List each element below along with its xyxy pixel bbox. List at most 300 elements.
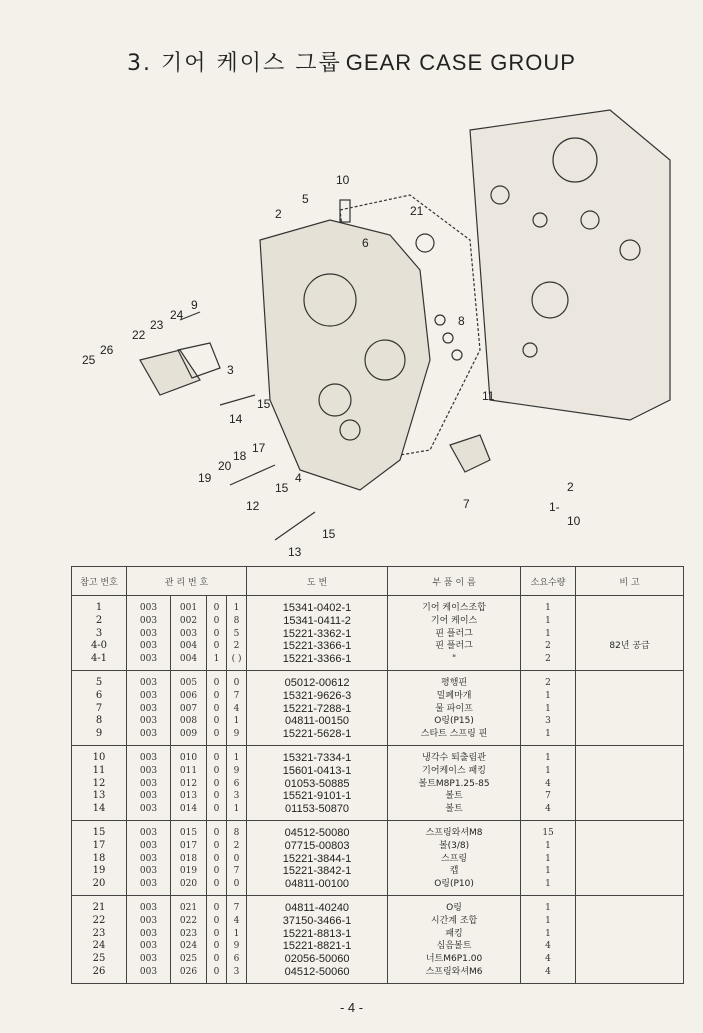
header-remark: 비 고 bbox=[576, 567, 684, 596]
cell-ref: 21 bbox=[72, 895, 127, 914]
cell-name: 볼트 bbox=[388, 790, 521, 803]
header-name: 부 품 이 름 bbox=[388, 567, 521, 596]
cell-b: 008 bbox=[171, 715, 207, 728]
callout-10: 10 bbox=[336, 173, 350, 187]
cell-part: 04512-50060 bbox=[247, 966, 388, 983]
cell-d: 1 bbox=[227, 745, 247, 764]
cell-qty: 1 bbox=[521, 928, 576, 941]
cell-name: 스프링와셔M6 bbox=[388, 966, 521, 983]
cell-b: 011 bbox=[171, 765, 207, 778]
cell-ref: 12 bbox=[72, 778, 127, 791]
cell-a: 003 bbox=[127, 820, 171, 839]
callout-18: 18 bbox=[233, 449, 247, 463]
cell-d: 5 bbox=[227, 628, 247, 641]
cell-qty: 4 bbox=[521, 940, 576, 953]
callout-21: 21 bbox=[410, 204, 424, 218]
cell-remark bbox=[576, 953, 684, 966]
cell-part: 15221-7288-1 bbox=[247, 703, 388, 716]
callout-24: 24 bbox=[170, 308, 184, 322]
callout-2: 2 bbox=[275, 207, 282, 221]
cell-name: 스프링 bbox=[388, 853, 521, 866]
cell-name: 물 파이프 bbox=[388, 703, 521, 716]
cell-qty: 2 bbox=[521, 640, 576, 653]
cell-part: 04811-40240 bbox=[247, 895, 388, 914]
cell-name: 너트M6P1.00 bbox=[388, 953, 521, 966]
cell-c: 0 bbox=[207, 840, 227, 853]
cell-ref: 23 bbox=[72, 928, 127, 941]
table-row bbox=[72, 778, 684, 791]
cell-remark bbox=[576, 928, 684, 941]
cell-d: 9 bbox=[227, 728, 247, 745]
cell-b: 004 bbox=[171, 640, 207, 653]
cell-c: 0 bbox=[207, 953, 227, 966]
cell-part: 15321-9626-3 bbox=[247, 690, 388, 703]
table-row bbox=[72, 765, 684, 778]
cell-d: 7 bbox=[227, 690, 247, 703]
cell-d: 0 bbox=[227, 670, 247, 689]
cell-d: 6 bbox=[227, 953, 247, 966]
cell-b: 002 bbox=[171, 615, 207, 628]
cell-b: 023 bbox=[171, 928, 207, 941]
callout-9: 9 bbox=[191, 298, 198, 312]
cell-d: 7 bbox=[227, 865, 247, 878]
cell-a: 003 bbox=[127, 640, 171, 653]
cell-ref: 9 bbox=[72, 728, 127, 745]
cell-ref: 20 bbox=[72, 878, 127, 895]
cell-a: 003 bbox=[127, 953, 171, 966]
cell-part: 15521-9101-1 bbox=[247, 790, 388, 803]
header-ref: 참고 번호 bbox=[72, 567, 127, 596]
cell-b: 007 bbox=[171, 703, 207, 716]
cell-remark bbox=[576, 940, 684, 953]
cell-a: 003 bbox=[127, 878, 171, 895]
cell-b: 010 bbox=[171, 745, 207, 764]
parts-table bbox=[71, 566, 684, 984]
cell-qty: 4 bbox=[521, 953, 576, 966]
cell-c: 0 bbox=[207, 715, 227, 728]
cell-part: 01053-50885 bbox=[247, 778, 388, 791]
callout-23: 23 bbox=[150, 318, 164, 332]
cell-name: O링 bbox=[388, 895, 521, 914]
cell-ref: 10 bbox=[72, 745, 127, 764]
header-part: 도 번 bbox=[247, 567, 388, 596]
cell-part: 15221-5628-1 bbox=[247, 728, 388, 745]
cell-c: 0 bbox=[207, 895, 227, 914]
table-row bbox=[72, 895, 684, 914]
callout-4: 4 bbox=[295, 471, 302, 485]
parts-table-body bbox=[72, 596, 684, 984]
callout-14: 14 bbox=[229, 412, 243, 426]
cell-part: 15221-3366-1 bbox=[247, 640, 388, 653]
cell-name: 평행핀 bbox=[388, 670, 521, 689]
cell-remark bbox=[576, 778, 684, 791]
cell-qty: 1 bbox=[521, 596, 576, 615]
cell-ref: 4-0 bbox=[72, 640, 127, 653]
cell-c: 0 bbox=[207, 940, 227, 953]
cell-d: ( ) bbox=[227, 653, 247, 670]
cell-b: 004 bbox=[171, 653, 207, 670]
cell-name: 기어 케이스 bbox=[388, 615, 521, 628]
cell-remark bbox=[576, 865, 684, 878]
callout-11: 11 bbox=[482, 389, 495, 403]
cell-ref: 19 bbox=[72, 865, 127, 878]
cell-remark bbox=[576, 790, 684, 803]
cell-qty: 4 bbox=[521, 966, 576, 983]
cell-a: 003 bbox=[127, 703, 171, 716]
cell-remark bbox=[576, 670, 684, 689]
cell-name: 밀폐마개 bbox=[388, 690, 521, 703]
cell-ref: 5 bbox=[72, 670, 127, 689]
hour-meter bbox=[140, 350, 200, 395]
cell-c: 0 bbox=[207, 640, 227, 653]
cell-b: 015 bbox=[171, 820, 207, 839]
cell-part: 37150-3466-1 bbox=[247, 915, 388, 928]
cell-d: 1 bbox=[227, 803, 247, 820]
cell-remark bbox=[576, 895, 684, 914]
cell-c: 0 bbox=[207, 820, 227, 839]
cell-name: 핀 플러그 bbox=[388, 640, 521, 653]
cell-c: 0 bbox=[207, 803, 227, 820]
cell-b: 024 bbox=[171, 940, 207, 953]
table-row bbox=[72, 715, 684, 728]
cell-ref: 14 bbox=[72, 803, 127, 820]
cell-qty: 1 bbox=[521, 690, 576, 703]
cell-part: 15221-3366-1 bbox=[247, 653, 388, 670]
callout-20: 20 bbox=[218, 459, 232, 473]
page-title bbox=[0, 46, 703, 77]
cell-b: 012 bbox=[171, 778, 207, 791]
cell-a: 003 bbox=[127, 765, 171, 778]
cell-remark bbox=[576, 840, 684, 853]
cell-d: 7 bbox=[227, 895, 247, 914]
table-row bbox=[72, 690, 684, 703]
cell-c: 0 bbox=[207, 778, 227, 791]
cell-qty: 1 bbox=[521, 878, 576, 895]
cell-remark bbox=[576, 745, 684, 764]
table-row bbox=[72, 670, 684, 689]
cell-name: " bbox=[388, 653, 521, 670]
page-number: - 4 - bbox=[339, 1000, 364, 1015]
callout-22: 22 bbox=[132, 328, 146, 342]
engine-block bbox=[470, 110, 670, 420]
cell-name: 스타트 스프링 핀 bbox=[388, 728, 521, 745]
cell-ref: 17 bbox=[72, 840, 127, 853]
cell-c: 0 bbox=[207, 915, 227, 928]
table-row bbox=[72, 653, 684, 670]
cell-d: 9 bbox=[227, 940, 247, 953]
cell-c: 0 bbox=[207, 966, 227, 983]
table-row bbox=[72, 940, 684, 953]
callout-3: 3 bbox=[227, 363, 234, 377]
table-row bbox=[72, 615, 684, 628]
cell-a: 003 bbox=[127, 628, 171, 641]
cell-a: 003 bbox=[127, 596, 171, 615]
cell-qty: 2 bbox=[521, 670, 576, 689]
cell-ref: 3 bbox=[72, 628, 127, 641]
cell-b: 006 bbox=[171, 690, 207, 703]
cell-c: 1 bbox=[207, 653, 227, 670]
cell-qty: 1 bbox=[521, 840, 576, 853]
cell-remark bbox=[576, 853, 684, 866]
cell-qty: 1 bbox=[521, 703, 576, 716]
cell-d: 0 bbox=[227, 853, 247, 866]
cell-d: 1 bbox=[227, 715, 247, 728]
assembly-note-prefix: 1- bbox=[549, 500, 560, 514]
cell-part: 05012-00612 bbox=[247, 670, 388, 689]
table-row bbox=[72, 728, 684, 745]
cell-qty: 3 bbox=[521, 715, 576, 728]
cell-ref: 22 bbox=[72, 915, 127, 928]
callout-6: 6 bbox=[362, 236, 369, 250]
callout-26: 26 bbox=[100, 343, 114, 357]
callout-5: 5 bbox=[302, 192, 309, 206]
cell-ref: 18 bbox=[72, 853, 127, 866]
cell-b: 001 bbox=[171, 596, 207, 615]
cell-c: 0 bbox=[207, 853, 227, 866]
cell-a: 003 bbox=[127, 803, 171, 820]
cell-d: 3 bbox=[227, 966, 247, 983]
cell-remark bbox=[576, 878, 684, 895]
cell-remark bbox=[576, 715, 684, 728]
cell-a: 003 bbox=[127, 940, 171, 953]
cell-qty: 1 bbox=[521, 765, 576, 778]
cell-remark bbox=[576, 596, 684, 615]
cell-qty: 1 bbox=[521, 745, 576, 764]
assembly-note-bottom: 10 bbox=[567, 514, 581, 528]
cell-b: 018 bbox=[171, 853, 207, 866]
table-row bbox=[72, 853, 684, 866]
cell-ref: 2 bbox=[72, 615, 127, 628]
cell-b: 021 bbox=[171, 895, 207, 914]
cell-c: 0 bbox=[207, 628, 227, 641]
cell-c: 0 bbox=[207, 928, 227, 941]
cell-qty: 1 bbox=[521, 895, 576, 914]
table-row bbox=[72, 703, 684, 716]
cell-part: 15221-3842-1 bbox=[247, 865, 388, 878]
cell-qty: 4 bbox=[521, 778, 576, 791]
cell-qty: 7 bbox=[521, 790, 576, 803]
table-row bbox=[72, 966, 684, 983]
cell-part: 15221-3844-1 bbox=[247, 853, 388, 866]
cell-qty: 1 bbox=[521, 628, 576, 641]
cell-part: 15221-8813-1 bbox=[247, 928, 388, 941]
cell-name: 스프링와셔M8 bbox=[388, 820, 521, 839]
cell-qty: 1 bbox=[521, 615, 576, 628]
cell-qty: 2 bbox=[521, 653, 576, 670]
cell-a: 003 bbox=[127, 778, 171, 791]
cell-qty: 1 bbox=[521, 865, 576, 878]
cell-qty: 1 bbox=[521, 728, 576, 745]
cell-name: 볼(3/8) bbox=[388, 840, 521, 853]
table-row bbox=[72, 953, 684, 966]
callout-19: 19 bbox=[198, 471, 212, 485]
cell-c: 0 bbox=[207, 615, 227, 628]
cell-ref: 1 bbox=[72, 596, 127, 615]
cell-c: 0 bbox=[207, 670, 227, 689]
cell-a: 003 bbox=[127, 790, 171, 803]
table-row bbox=[72, 840, 684, 853]
cell-b: 019 bbox=[171, 865, 207, 878]
cell-part: 15341-0411-2 bbox=[247, 615, 388, 628]
cell-c: 0 bbox=[207, 596, 227, 615]
cell-name: 캡 bbox=[388, 865, 521, 878]
gear-case-drawing bbox=[70, 100, 700, 560]
cell-b: 022 bbox=[171, 915, 207, 928]
table-row bbox=[72, 928, 684, 941]
cell-ref: 26 bbox=[72, 966, 127, 983]
table-row bbox=[72, 790, 684, 803]
cell-a: 003 bbox=[127, 966, 171, 983]
cell-a: 003 bbox=[127, 865, 171, 878]
table-row bbox=[72, 628, 684, 641]
cell-part: 04811-00100 bbox=[247, 878, 388, 895]
exploded-diagram bbox=[70, 100, 700, 560]
table-header bbox=[72, 567, 684, 596]
assembly-note-top: 2 bbox=[567, 480, 574, 494]
cell-name: O링(P15) bbox=[388, 715, 521, 728]
cell-name: 시간계 조합 bbox=[388, 915, 521, 928]
o-ring-8 bbox=[435, 315, 445, 325]
cell-part: 02056-50060 bbox=[247, 953, 388, 966]
table-row bbox=[72, 640, 684, 653]
water-pipe bbox=[450, 435, 490, 472]
cell-c: 0 bbox=[207, 690, 227, 703]
cell-remark bbox=[576, 966, 684, 983]
cell-b: 014 bbox=[171, 803, 207, 820]
cell-remark bbox=[576, 703, 684, 716]
cell-a: 003 bbox=[127, 690, 171, 703]
callout-8: 8 bbox=[458, 314, 465, 328]
cell-ref: 13 bbox=[72, 790, 127, 803]
o-ring-21 bbox=[416, 234, 434, 252]
cell-d: 3 bbox=[227, 790, 247, 803]
table-row bbox=[72, 596, 684, 615]
cell-b: 003 bbox=[171, 628, 207, 641]
cell-name: 볼트M8P1.25-85 bbox=[388, 778, 521, 791]
cell-part: 07715-00803 bbox=[247, 840, 388, 853]
cell-a: 003 bbox=[127, 728, 171, 745]
cell-remark bbox=[576, 915, 684, 928]
cell-b: 005 bbox=[171, 670, 207, 689]
cell-remark bbox=[576, 690, 684, 703]
callout-25: 25 bbox=[82, 353, 96, 367]
cell-name: 기어 케이스조합 bbox=[388, 596, 521, 615]
cell-ref: 25 bbox=[72, 953, 127, 966]
cell-c: 0 bbox=[207, 790, 227, 803]
table-row bbox=[72, 803, 684, 820]
cell-d: 2 bbox=[227, 840, 247, 853]
cell-part: 04512-50080 bbox=[247, 820, 388, 839]
cell-b: 017 bbox=[171, 840, 207, 853]
cell-c: 0 bbox=[207, 703, 227, 716]
table-row bbox=[72, 820, 684, 839]
cell-c: 0 bbox=[207, 878, 227, 895]
cell-a: 003 bbox=[127, 615, 171, 628]
cell-d: 4 bbox=[227, 915, 247, 928]
cell-d: 1 bbox=[227, 596, 247, 615]
cell-a: 003 bbox=[127, 915, 171, 928]
cell-d: 6 bbox=[227, 778, 247, 791]
cell-part: 15221-3362-1 bbox=[247, 628, 388, 641]
header-qty: 소요수량 bbox=[521, 567, 576, 596]
table-row bbox=[72, 878, 684, 895]
cell-b: 013 bbox=[171, 790, 207, 803]
cell-qty: 4 bbox=[521, 803, 576, 820]
cell-remark bbox=[576, 615, 684, 628]
table-row bbox=[72, 865, 684, 878]
cell-d: 1 bbox=[227, 928, 247, 941]
title-english: GEAR CASE GROUP bbox=[345, 50, 576, 75]
cell-part: 15601-0413-1 bbox=[247, 765, 388, 778]
cell-a: 003 bbox=[127, 745, 171, 764]
callout-12: 12 bbox=[246, 499, 260, 513]
cell-a: 003 bbox=[127, 928, 171, 941]
cell-d: 4 bbox=[227, 703, 247, 716]
cell-d: 9 bbox=[227, 765, 247, 778]
cell-name: 냉각수 퇴출림관 bbox=[388, 745, 521, 764]
cell-ref: 4-1 bbox=[72, 653, 127, 670]
cell-part: 15321-7334-1 bbox=[247, 745, 388, 764]
cell-name: 볼트 bbox=[388, 803, 521, 820]
cell-b: 009 bbox=[171, 728, 207, 745]
cell-ref: 7 bbox=[72, 703, 127, 716]
cell-d: 2 bbox=[227, 640, 247, 653]
cell-remark bbox=[576, 653, 684, 670]
cell-b: 026 bbox=[171, 966, 207, 983]
cell-ref: 15 bbox=[72, 820, 127, 839]
cell-name: 기어케이스 패킹 bbox=[388, 765, 521, 778]
cell-a: 003 bbox=[127, 653, 171, 670]
cell-remark bbox=[576, 765, 684, 778]
title-korean: 3. 기어 케이스 그룹 bbox=[127, 51, 342, 76]
cell-remark bbox=[576, 803, 684, 820]
cell-part: 15221-8821-1 bbox=[247, 940, 388, 953]
cell-c: 0 bbox=[207, 728, 227, 745]
cell-ref: 6 bbox=[72, 690, 127, 703]
cell-qty: 15 bbox=[521, 820, 576, 839]
cell-remark bbox=[576, 628, 684, 641]
cell-a: 003 bbox=[127, 715, 171, 728]
callout-15-b: 15 bbox=[275, 481, 289, 495]
cell-ref: 24 bbox=[72, 940, 127, 953]
cell-name: 패킹 bbox=[388, 928, 521, 941]
cell-part: 15341-0402-1 bbox=[247, 596, 388, 615]
cell-d: 8 bbox=[227, 820, 247, 839]
cell-d: 8 bbox=[227, 615, 247, 628]
cell-a: 003 bbox=[127, 670, 171, 689]
cell-part: 04811-00150 bbox=[247, 715, 388, 728]
callout-15-c: 15 bbox=[322, 527, 336, 541]
cell-name: 핀 플러그 bbox=[388, 628, 521, 641]
cell-remark: 82년 공급 bbox=[576, 640, 684, 653]
cell-a: 003 bbox=[127, 840, 171, 853]
cell-c: 0 bbox=[207, 865, 227, 878]
cell-qty: 1 bbox=[521, 853, 576, 866]
cell-qty: 1 bbox=[521, 915, 576, 928]
cell-name: 심음볼트 bbox=[388, 940, 521, 953]
cell-b: 020 bbox=[171, 878, 207, 895]
callout-7: 7 bbox=[463, 497, 470, 511]
cell-a: 003 bbox=[127, 853, 171, 866]
cell-remark bbox=[576, 820, 684, 839]
cell-ref: 8 bbox=[72, 715, 127, 728]
header-mgmt: 관 리 번 호 bbox=[127, 567, 247, 596]
cell-b: 025 bbox=[171, 953, 207, 966]
cell-remark bbox=[576, 728, 684, 745]
callout-17: 17 bbox=[252, 441, 266, 455]
table-row bbox=[72, 745, 684, 764]
cell-d: 0 bbox=[227, 878, 247, 895]
